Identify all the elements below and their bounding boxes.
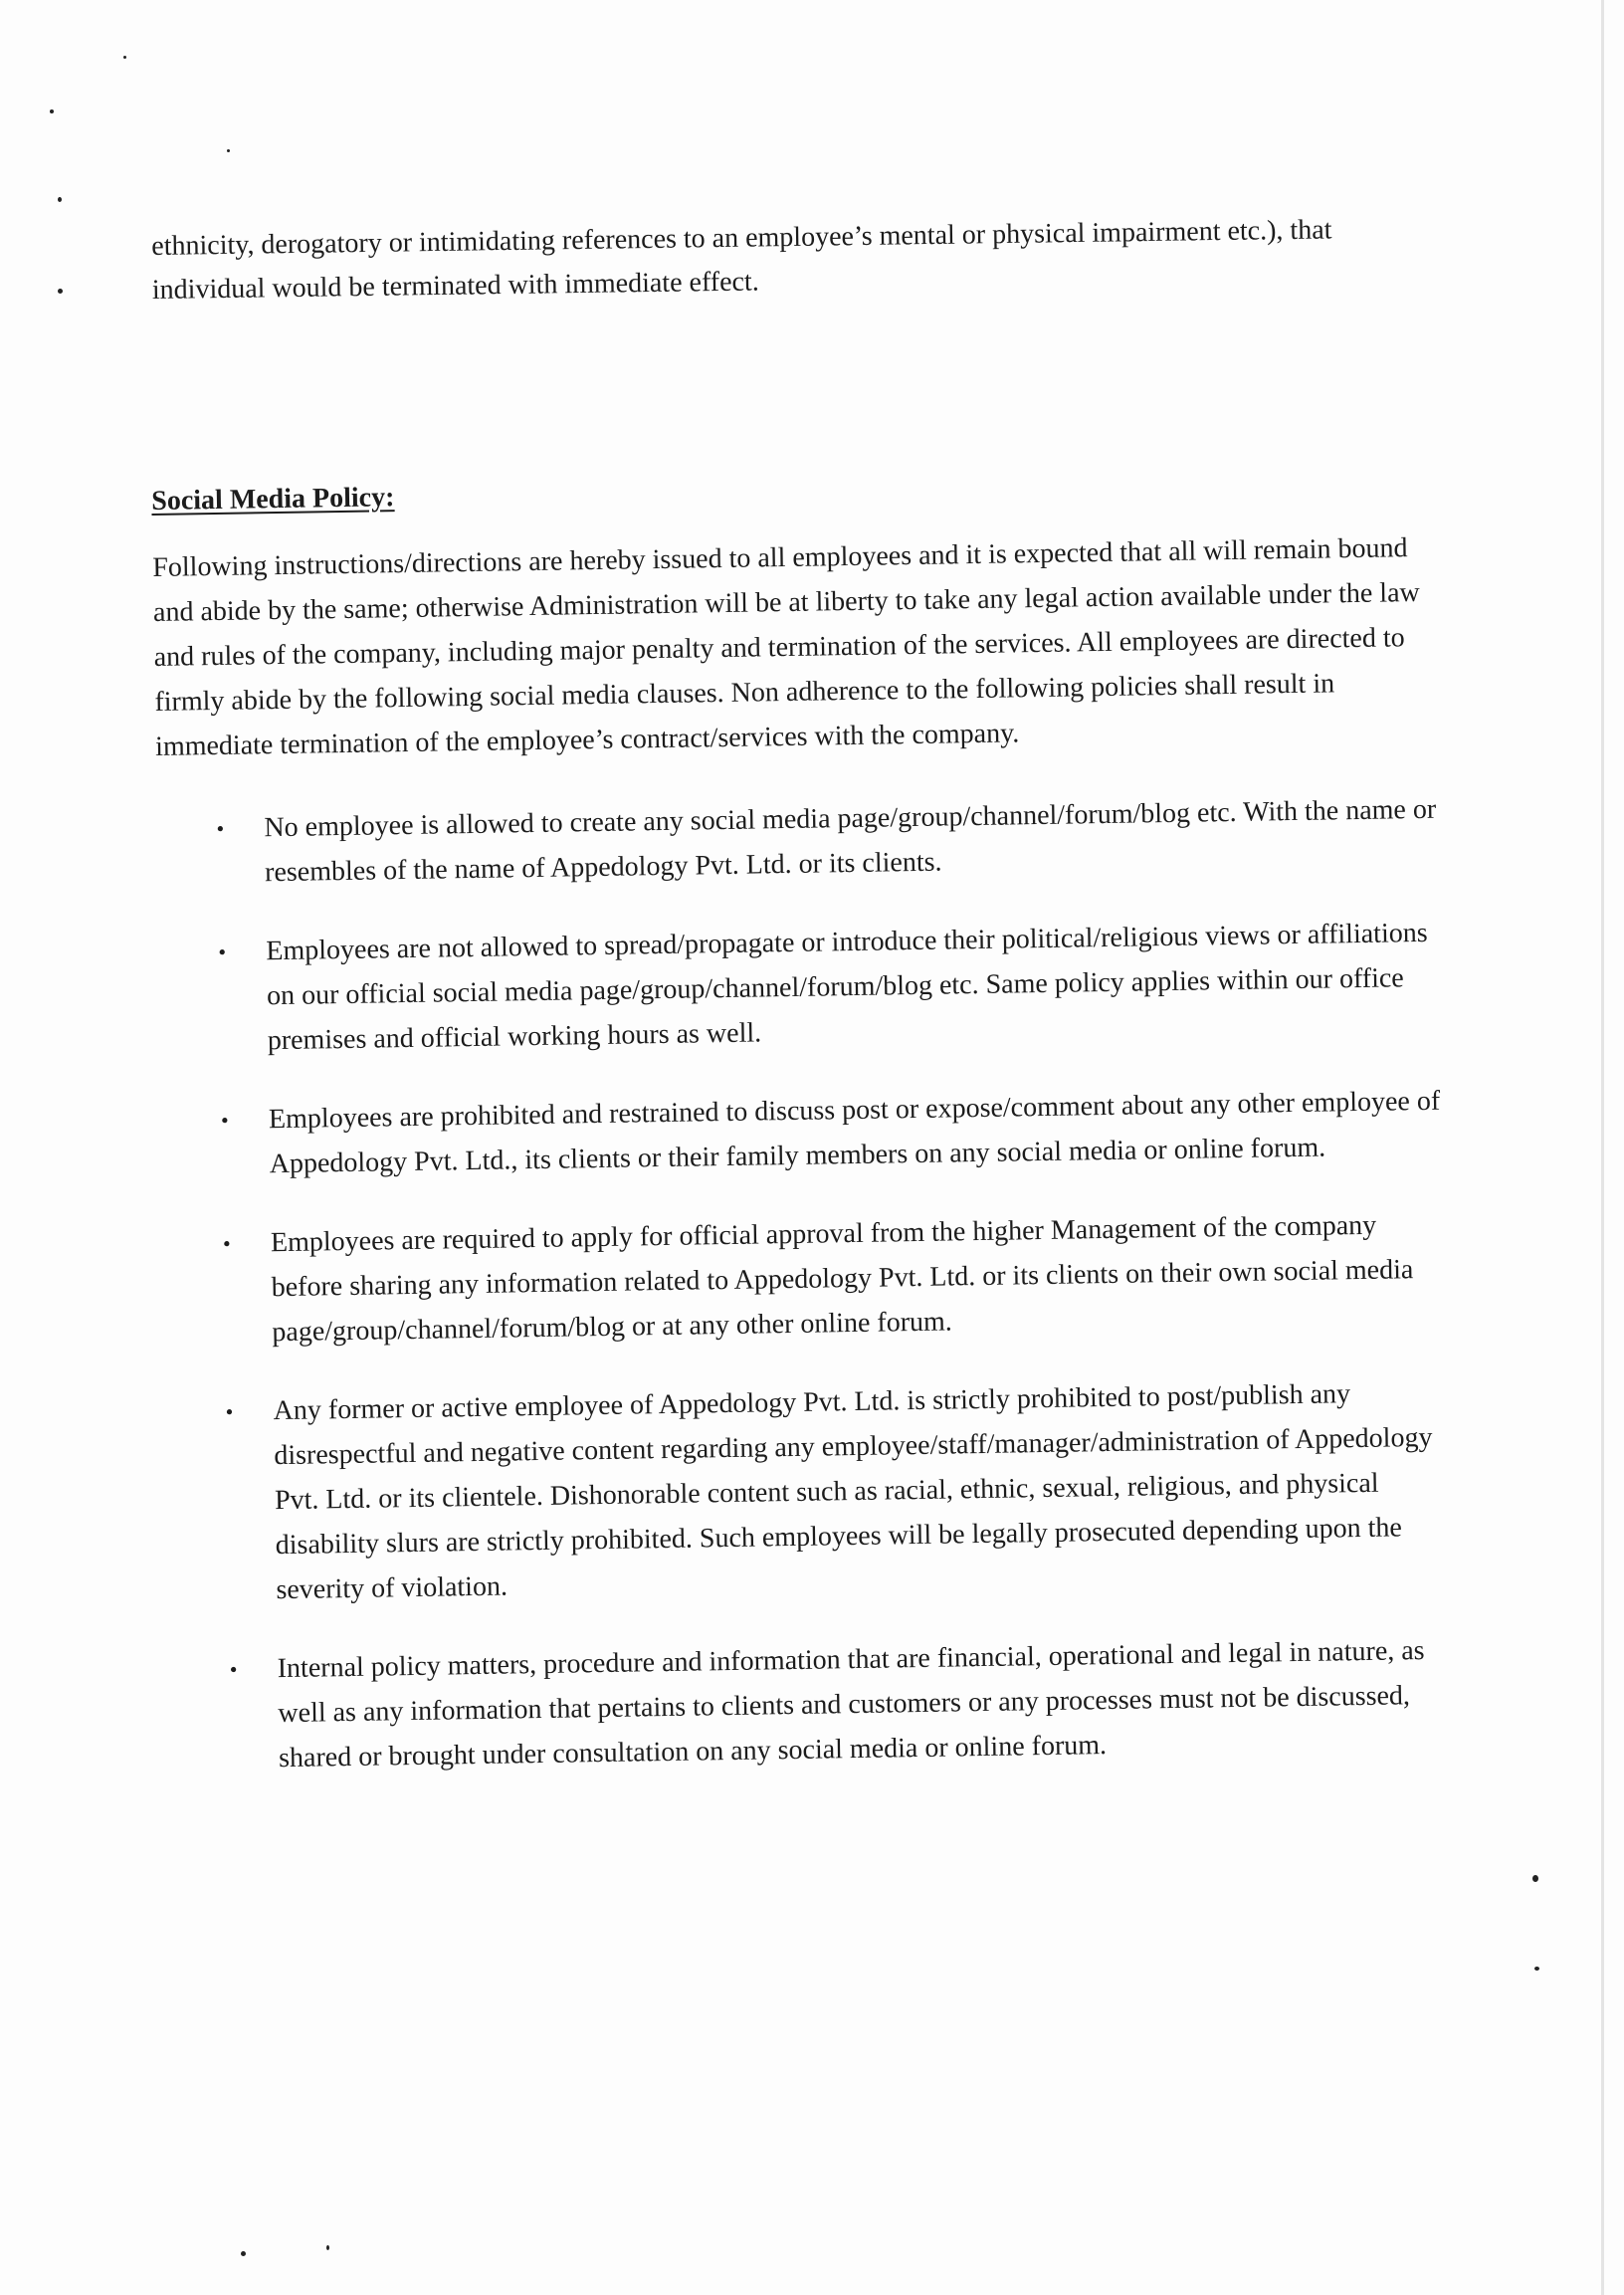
policy-text: Employees are not allowed to spread/propagate or introduce their political/religious views or affiliations on our official social media page/group/channel/forum/blog etc. Same policy applies within our office premises and official working hours as well. <box>266 917 1428 1057</box>
bullet-icon: • <box>218 939 227 964</box>
policy-text: Employees are prohibited and restrained to discuss post or expose/comment about any other employee of Appedology Pvt. Ltd., its clients or their family members on any social media or online forum. <box>268 1085 1441 1180</box>
policy-list-item <box>169 1628 1453 1782</box>
policy-text: Internal policy matters, procedure and information that are financial, operational and legal in nature, as well as any information that pertains to clients and customers or any processes must not be discussed, shared or brought under consultation on any social media or online forum. <box>277 1635 1425 1774</box>
scan-page-edge <box>1601 0 1604 2295</box>
policy-text: No employee is allowed to create any social media page/group/channel/forum/blog etc. With the name or resembles of the name of Appedology Pvt. Ltd. or its clients. <box>264 793 1437 889</box>
policy-list-item <box>161 1079 1444 1188</box>
bullet-icon: • <box>222 1230 231 1256</box>
scan-speck <box>241 2251 246 2256</box>
scan-speck <box>1534 1967 1539 1971</box>
bullet-icon: • <box>220 1107 229 1133</box>
bullet-icon: • <box>216 815 225 842</box>
policy-list <box>156 787 1465 1782</box>
policy-list-item <box>165 1370 1450 1614</box>
bullet-icon: • <box>225 1398 234 1424</box>
scan-speck <box>58 289 63 294</box>
bullet-icon: • <box>229 1656 238 1682</box>
scan-speck <box>1532 1875 1538 1882</box>
scan-speck <box>50 109 54 113</box>
social-media-policy-section <box>151 464 1466 1816</box>
policy-text: Employees are required to apply for official approval from the higher Management of the company before sharing any information related to Appedology Pvt. Ltd. or its clients on their own social media page/group/channel/forum/blog or at any other online forum. <box>270 1209 1414 1349</box>
section-heading: Social Media Policy: <box>151 482 395 517</box>
policy-text: Any former or active employee of Appedology Pvt. Ltd. is strictly prohibited to post/publish any disrespectful and negative content regarding any employee/staff/manager/administration of Appedology Pvt. Ltd. or its clientele. Dishonorable content such as racial, ethnic, sexual, religious, and physical disability slurs are strictly prohibited. Such employees will be legally prosecuted depending upon the severity of violation. <box>273 1378 1433 1606</box>
intro-paragraph: Following instructions/directions are hereby issued to all employees and it is expected that all will remain bound and abide by the same; otherwise Administration will be at liberty to take any legal action available under the law and rules of the company, including major penalty and termination of the services. All employees are directed to firmly abide by the following social media clauses. Non adherence to the following policies shall result in immediate termination of the employee’s contract/services with the company. <box>152 532 1420 762</box>
policy-list-item <box>163 1202 1447 1356</box>
continued-paragraph: ethnicity, derogatory or intimidating references to an employee’s mental or physical impairment etc.), that individual would be terminated with immediate effect. <box>151 214 1332 306</box>
scan-speck <box>227 149 230 152</box>
scan-speck <box>326 2245 329 2250</box>
policy-list-item <box>158 911 1442 1065</box>
policy-list-item <box>156 787 1439 897</box>
scan-speck <box>58 197 62 202</box>
scan-speck <box>123 56 126 59</box>
